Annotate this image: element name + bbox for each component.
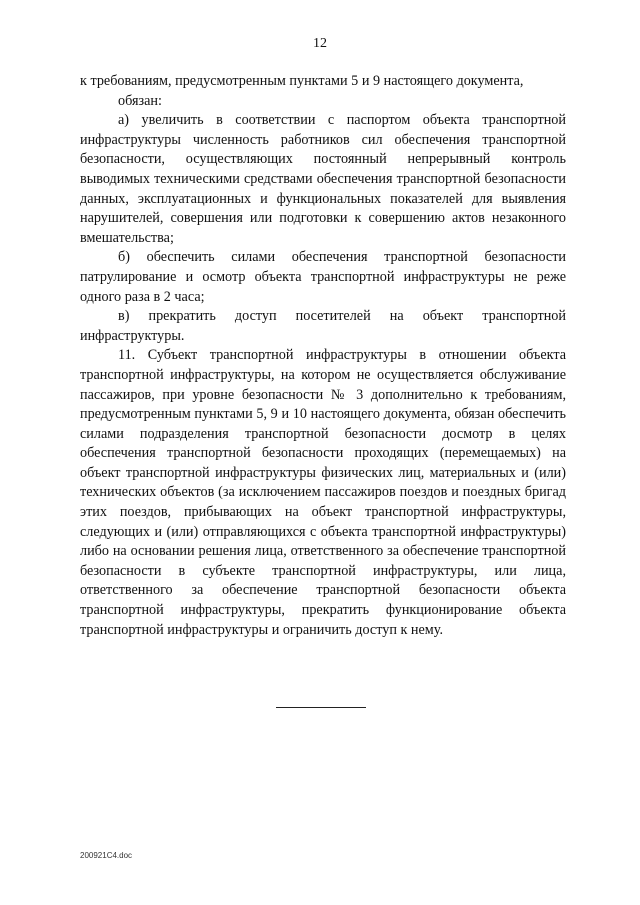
document-body: [80, 72, 566, 640]
item-a-paragraph: а) увеличить в соответствии с паспортом объекта транспортной инфраструктуры численность работников сил обеспечения транспортной безопасности, осуществляющих постоянный непрерывный контроль выводимых техническими средствами обеспечения транспортной безопасности данных, эксплуатационных и функциональных показателей для выявления нарушителей, совершения или подготовки к совершению актов незаконного вмешательства;: [80, 112, 566, 246]
end-divider-line: [276, 707, 366, 708]
footer-file-code: 200921C4.doc: [80, 851, 133, 860]
item-b-paragraph: б) обеспечить силами обеспечения транспортной безопасности патрулирование и осмотр объекта транспортной инфраструктуры не реже одного раза в 2 часа;: [80, 249, 566, 305]
page-number: 12: [313, 36, 327, 51]
item-v-paragraph: в) прекратить доступ посетителей на объект транспортной инфраструктуры.: [80, 308, 566, 344]
paragraph-11: 11. Субъект транспортной инфраструктуры в отношении объекта транспортной инфраструктуры, на котором не осуществляется обслуживание пассажиров, при уровне безопасности № 3 дополнительно к требованиям, предусмотренным пунктами 5, 9 и 10 настоящего документа, обязан обеспечить силами подразделения транспортной безопасности досмотр в целях обеспечения транспортной безопасности проходящих (перемещаемых) на объект транспортной инфраструктуры физических лиц, материальных и (или) технических объектов (за исключением пассажиров поездов и поездных бригад этих поездов, прибывающих на объект транспортной инфраструктуры, следующих и (или) отправляющихся с объекта транспортной инфраструктуры) либо на основании решения лица, ответственного за обеспечение транспортной безопасности в субъекте транспортной инфраструктуры, или лица, ответственного за обеспечение транспортной безопасности объекта транспортной инфраструктуры, прекратить функционирование объекта транспортной инфраструктуры и ограничить доступ к нему.: [80, 347, 566, 638]
intro-line-2: обязан:: [118, 92, 162, 109]
intro-line-1: к требованиям, предусмотренным пунктами 5 и 9 настоящего документа,: [80, 73, 524, 89]
